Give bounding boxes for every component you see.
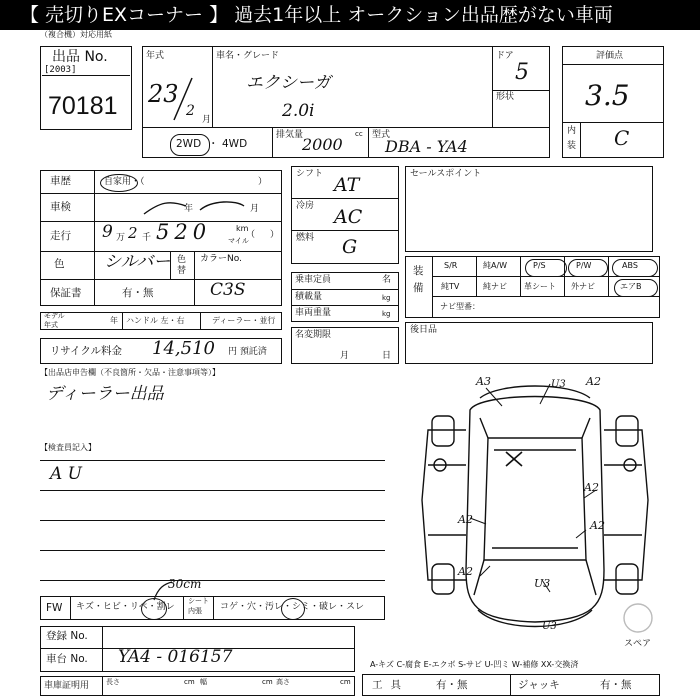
weight-unit: kg [382,310,391,318]
tool-label: 工具 [372,679,409,691]
fuel-value: G [342,236,358,258]
name-label: 車名・グレード [216,51,280,61]
interior-value: C [614,126,630,150]
dealer-label: ディーラー・並行 [212,316,276,325]
mark-3: U3 [551,379,566,390]
reki-label: 車歴 [50,175,71,187]
score-value: 3.5 [585,79,630,112]
navi-model-label: ナビ型番： [440,302,480,311]
drive-sep: ・ [208,138,219,150]
circle-abs [612,259,658,277]
warranty-label: 保証書 [50,287,82,299]
width-label: 幅 [200,678,207,686]
length-label: 長さ [106,678,120,686]
equip-sr: S/R [444,261,458,270]
model-year-unit: 年 [110,316,118,325]
sales-point-label: セールスポイント [410,169,482,179]
handle-label: ハンドル 左・右 [126,316,185,325]
mark-4: A2 [584,481,599,494]
recycle-label: リサイクル料金 [50,345,123,357]
displacement-label: 排気量 [276,130,304,140]
equip-leather: 革シート [524,282,556,291]
equip-abs: ABS [622,261,638,270]
damage-legend: A-キズ C-腐食 E-エクボ S-サビ U-凹ミ W-補修 XX-交換済 [370,660,579,669]
equip-ext-navi: 外ナビ [571,282,595,291]
fuel-label: 燃料 [296,233,315,243]
equip-tv: 純TV [441,282,460,291]
sen-unit: 千 [142,233,152,243]
load-label: 積載量 [295,292,323,302]
reki-close: ） [258,177,268,187]
circle-shimi [281,598,305,620]
seller-notes-label: 【出品店申告欄（不良箇所・欠品・注意事項等）】 [40,368,220,377]
shape-label: 形状 [496,92,515,102]
seller-notes-text: ディーラー出品 [46,384,164,404]
colorno-label: カラーNo. [200,254,242,264]
equip-airbag: エアB [620,282,642,291]
mark-6: A2 [590,519,605,532]
width-cm: cm [262,678,273,686]
aftermarket-label: 後日品 [410,325,438,335]
capacity-unit: 名 [382,275,392,285]
tool-options: 有・無 [436,679,468,691]
color-label: 色 [54,258,65,270]
shaken-label: 車検 [50,201,71,213]
paren-close: ） [270,230,280,240]
spare-label: スペア [624,639,652,649]
banner: 【 売切りEXコーナー 】 過去1年以上 オークション出品歴がない車両 [0,0,700,30]
interior-label2: 装 [567,141,577,151]
model-label: 型式 [372,130,391,140]
ac-label: 冷房 [296,201,315,211]
top-note: （複合機）対応用紙 [40,30,112,39]
shaken-month-unit: 月 [250,204,260,214]
equip-pw: P/W [576,261,592,270]
door-label: ドア [496,51,514,61]
load-unit: kg [382,294,391,302]
jack-label: ジャッキ [518,679,560,691]
circle-ps [525,259,567,277]
equip-aw: 純A/W [483,261,508,270]
mark-8: A2 [458,565,473,578]
year-value: 23 [148,80,179,108]
inspector-label: 【検査員記入】 [40,443,96,452]
cert-label: 車庫証明用 [44,681,90,691]
model-year-label1: モデル [44,312,65,320]
score-label: 評価点 [596,51,624,61]
ac-value: AC [334,206,363,228]
mark-1: A3 [476,375,491,388]
shaken-year-unit: 年 [184,204,194,214]
month-unit: 月 [202,115,212,125]
lot-year-stamp: [2003] [44,65,77,75]
mileage-rest: 520 [156,220,212,244]
mark-9: U3 [542,621,557,632]
note-pointer [150,580,190,602]
equip-navi: 純ナビ [483,282,507,291]
inspector-text: A U [50,464,83,484]
lot-number: 70181 [48,92,118,120]
aftermarket-box [405,322,653,364]
drive-4wd: 4WD [222,138,248,150]
x-mark [502,452,503,453]
car-diagram [410,370,660,640]
circle-pw [568,259,608,277]
equipment-label2: 備 [413,282,424,294]
mark-7: U3 [534,577,551,590]
namechange-day: 日 [382,351,392,361]
mark-2: A2 [586,375,601,388]
year-label: 年式 [146,51,165,61]
chassis-value: YA4 - 016157 [118,647,233,667]
seat-label1: シート [188,597,209,605]
displacement-value: 2000 [302,135,343,154]
height-label: 高さ [276,678,290,686]
displacement-unit: cc [355,130,363,138]
shift-label: シフト [296,169,324,179]
shift-value: AT [334,174,360,196]
drive-2wd: 2WD [176,138,202,150]
mileage-man: 9 [102,222,113,242]
equipment-label1: 装 [413,265,424,277]
equip-ps: P/S [533,261,546,270]
height-cm: cm [340,678,351,686]
capacity-label: 乗車定員 [295,275,332,285]
namechange-month: 月 [340,351,350,361]
circle-airbag [614,279,658,297]
chassis-label: 車台 No. [46,653,88,665]
shaken-strike [140,196,250,218]
colorno-value: C3S [210,280,246,300]
model-year-label2: 年式 [44,321,58,329]
man-unit: 万 [116,233,126,243]
door-value: 5 [515,60,529,85]
seat-label2: 内張 [188,607,202,615]
length-cm: cm [184,678,195,686]
km-unit: km [236,224,249,233]
mile-unit: マイル [228,237,249,245]
color-change-label2: 替 [177,266,187,276]
paren-open: （ [246,230,256,240]
month-value: 2 [186,103,195,119]
color-change-label: 色 [177,255,187,265]
model-value: DBA - YA4 [385,137,468,156]
seat-items: コゲ・穴・汚レ・シミ・破レ・スレ [220,602,365,612]
lot-label: 出品 No. [52,49,108,65]
jack-options: 有・無 [600,679,632,691]
reki-options: 自家用・（ [104,177,145,187]
grade-value: 2.0i [282,101,315,121]
mark-5: A2 [458,513,473,526]
car-name: エクシーガ [246,73,331,93]
recycle-value: 14,510 [152,338,215,359]
fw-label: FW [46,602,63,614]
namechange-label: 名変期限 [295,330,332,340]
interior-label1: 内 [567,126,577,136]
fw-items: キズ・ヒビ・リペ・割レ [76,602,175,612]
reg-label: 登録 No. [46,630,88,642]
color-value: シルバー [104,252,171,272]
warranty-options: 有・無 [122,287,154,299]
recycle-unit: 円 預託済 [228,347,267,357]
mileage-label: 走行 [50,230,71,242]
condition-note: 30cm [168,577,202,591]
weight-label: 車両重量 [295,308,332,318]
mileage-sen: 2 [128,224,138,242]
